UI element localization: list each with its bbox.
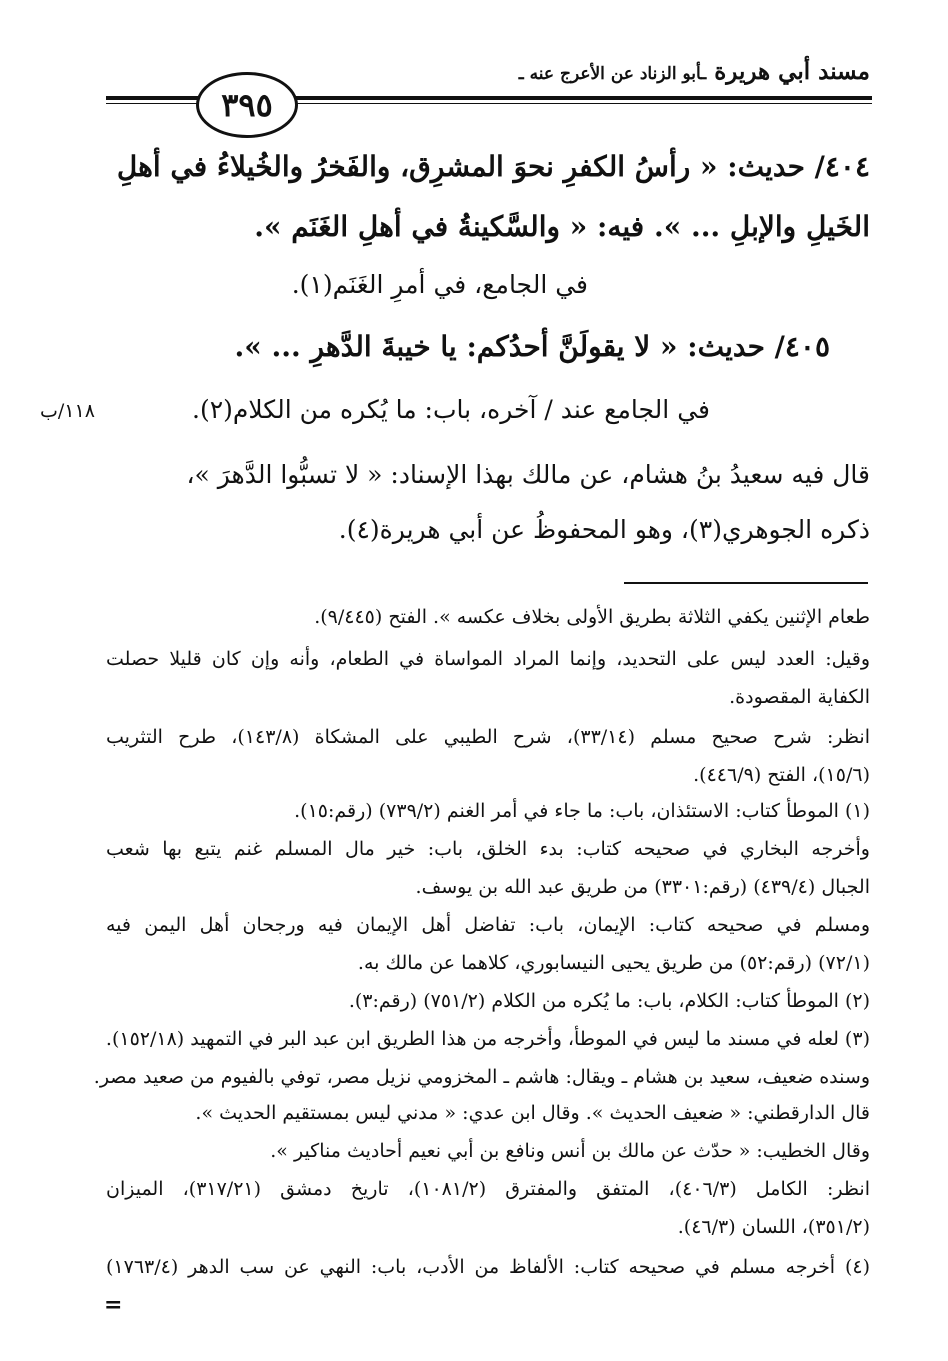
footnote-line: وأخرجه البخاري في صحيحه كتاب: بدء الخلق، باب: خير مال المسلم غنم يتبع بها شعب [106, 838, 870, 860]
footnote-line: (٧٢/١) (رقم:٥٢) من طريق يحيى النيسابوري، كلاهما عن مالك به. [357, 952, 870, 974]
jami-reference-1: في الجامع، في أمرِ الغَنَم(١). [291, 270, 588, 299]
footnote-line: الكفاية المقصودة. [729, 686, 870, 708]
footnote-3-line: (٣) لعله في مسند ما ليس في الموطأ، وأخرجه من هذا الطريق ابن عبد البر في التمهيد (١٥٢/١٨). [105, 1028, 870, 1050]
page-number: ٣٩٥ [221, 86, 273, 124]
footnote-line: ومسلم في صحيحه كتاب: الإيمان، باب: تفاضل أهل الإيمان فيه ورجحان أهل اليمن فيه [106, 914, 870, 936]
footnote-line: (١٥/٦)، الفتح (٤٤٦/٩). [693, 764, 870, 786]
footnote-line: (٣٥١/٢)، اللسان (٤٦/٣). [677, 1216, 870, 1238]
footnote-2-line: (٢) الموطأ كتاب: الكلام، باب: ما يُكره من الكلام (٧٥١/٢) (رقم:٣). [348, 990, 870, 1012]
footnote-line: طعام الإثنين يكفي الثلاثة بطريق الأولى بخلاف عكسه ». الفتح (٩/٤٤٥). [314, 606, 870, 628]
manuscript-folio-marker: ١١٨/ب [40, 400, 95, 422]
footnote-line: الجبال (٤٣٩/٤) (رقم:٣٣٠١) من طريق عبد الله بن يوسف. [415, 876, 870, 898]
hadith-405: ٤٠٥/ حديث: « لا يقولَنَّ أحدُكم: يا خيبةَ الدَّهرِ ... ». [234, 330, 830, 363]
page-number-oval [196, 72, 298, 138]
footnote-line: وسنده ضعيف، سعيد بن هشام ـ ويقال: هاشم ـ المخزومي نزيل مصر، توفي بالفيوم من صعيد مصر. [93, 1066, 870, 1088]
hadith-404-line-1: ٤٠٤/ حديث: « رأسُ الكفرِ نحوَ المشرِق، والفَخرُ والخُيلاءُ في أهلِ [116, 150, 870, 183]
footnote-line: انظر: شرح صحيح مسلم (٣٣/١٤)، شرح الطيبي على المشكاة (١٤٣/٨)، طرح التثريب [106, 726, 870, 748]
jami-reference-2: في الجامع عند / آخره، باب: ما يُكره من الكلام(٢). [192, 395, 710, 424]
footnote-line: وقيل: العدد ليس على التحديد، وإنما المراد المواساة في الطعام، وأنه وإن كان قليلا حصلت [106, 648, 870, 670]
running-header [519, 58, 870, 85]
said-ibn-hisham-line-1: قال فيه سعيدُ بنُ هشام، عن مالك بهذا الإسناد: « لا تسبُّوا الدَّهرَ »، [186, 460, 870, 489]
continuation-mark: = [104, 1292, 123, 1318]
footnote-4-line: (٤) أخرجه مسلم في صحيحه كتاب: الألفاظ من الأدب، باب: النهي عن سب الدهر (١٧٦٣/٤) [106, 1256, 870, 1278]
said-ibn-hisham-line-2: ذكره الجوهري(٣)، وهو المحفوظُ عن أبي هريرة(٤). [338, 515, 870, 544]
header-title-main: مسند أبي هريرة [714, 58, 870, 85]
footnote-separator [624, 582, 868, 584]
hadith-404-line-2: الخَيلِ والإبلِ ... ». فيه: « والسَّكينةُ في أهلِ الغَنَم ». [254, 210, 870, 243]
footnote-line: انظر: الكامل (٤٠٦/٣)، المتفق والمفترق (١٠٨١/٢)، تاريخ دمشق (٣١٧/٢١)، الميزان [106, 1178, 870, 1200]
footnote-1-line: (١) الموطأ كتاب: الاستئذان، باب: ما جاء في أمر الغنم (٧٣٩/٢) (رقم:١٥). [294, 800, 870, 822]
footnote-line: قال الدارقطني: « ضعيف الحديث ». وقال ابن عدي: « مدني ليس بمستقيم الحديث ». [195, 1102, 870, 1124]
footnote-line: وقال الخطيب: « حدّث عن مالك بن أنس ونافع بن أبي نعيم أحاديث مناكير ». [270, 1140, 870, 1162]
header-title-sub: ـأبو الزناد عن الأعرج عنه ـ [518, 64, 707, 84]
